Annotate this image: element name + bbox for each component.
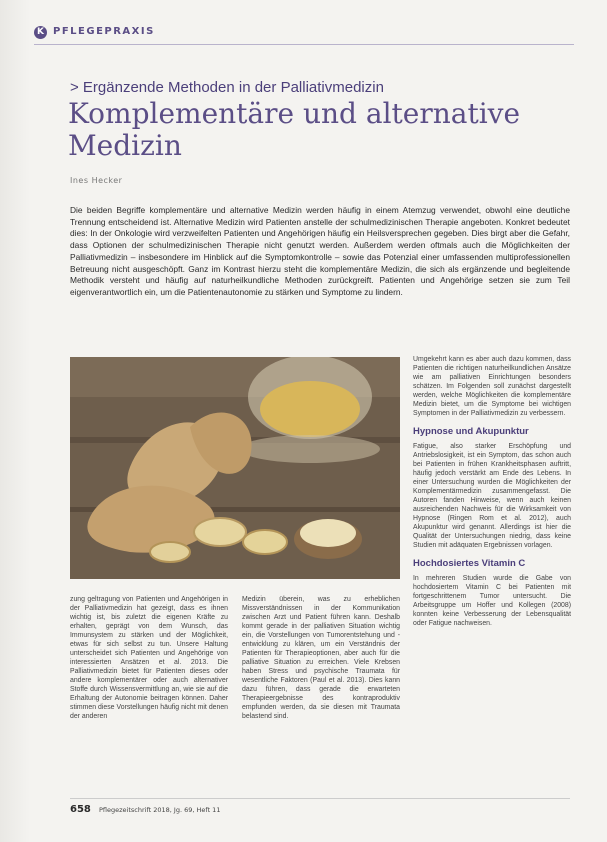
- article-kicker: > Ergänzende Methoden in der Palliativmedizin: [70, 79, 384, 96]
- ginger-slice: [243, 530, 287, 554]
- body-paragraph: Fatigue, also starker Erschöpfung und Antriebslosigkeit, ist ein Symptom, das schon auch bei Patienten in frühen Krankheitsphasen auftritt, häufig jedoch verstärkt am Ende des Lebens. In einer Untersuchung wurden die Möglichkeiten der Komplementärmedizin zusammengefasst. Die Autoren fanden Hinweise, wenn auch keinen ausreichenden Nachweis für die Wirksamkeit von Hypnose (Ringen Rom et al. 2012), auch Akupunktur wird genannt. Allerdings ist hier die Qualität der Untersuchungen niedrig, dass keine Studien mit adäquaten Ergebnissen vorlagen.: [413, 443, 571, 549]
- body-paragraph: Umgekehrt kann es aber auch dazu kommen, dass Patienten die richtigen naturheilkundlichen Ansätze wie am palliativen Einrichtungen besonders schätzen. Im Folgenden soll zunächst dargestellt werden, welche Möglichkeiten die komplementäre Medizin bietet, um die Symptome bei wichtigen Symptomen in der Palliativmedizin zu verbessern.: [413, 356, 571, 417]
- body-column-2: [242, 595, 400, 721]
- article-author: Ines Hecker: [70, 176, 123, 185]
- ginger-tea-photo: [70, 357, 400, 579]
- body-paragraph: In mehreren Studien wurde die Gabe von hochdosiertem Vitamin C bei Patienten mit fortgeschrittenem Tumor untersucht. Die Arbeitsgruppe um Hoffer und Kollegen (2008) konnten keine Verbesserung der Lebensqualität oder Fatigue nachweisen.: [413, 575, 571, 627]
- ginger-slice: [194, 518, 246, 546]
- footer-divider: [70, 798, 570, 799]
- photo-illustration: [70, 357, 400, 579]
- grated-ginger: [300, 519, 356, 547]
- body-paragraph: zung geltragung von Patienten und Angehörigen in der Palliativmedizin hat gezeigt, dass es ihnen wichtig ist, bis zuletzt die eigenen Kräfte zu erhalten, geprägt von dem Wunsch, das Immunsystem zu stärken und der Möglichkeit, etwas für sich selbst zu tun. Unsere Haltung unterscheidet sich Patienten und Angehörige von interessierten Ansätzen et al. 2013. Die Palliativmedizin bietet für Patienten dieses oder andere komplementärer oder auch alternativer Stoffe durch Wissensvermittlung an, wie sie auf die Erhaltung der Autonomie beitragen können. Daher stimmen diese Vorstellungen häufig nicht mit denen der anderen: [70, 596, 228, 720]
- saucer: [240, 435, 380, 463]
- subheading-hypnose: Hypnose und Akupunktur: [413, 426, 529, 437]
- body-column-3: [413, 355, 571, 628]
- journal-citation: Pflegezeitschrift 2018, Jg. 69, Heft 11: [99, 806, 221, 814]
- header-divider: [34, 44, 574, 45]
- ginger-slice: [150, 542, 190, 562]
- section-logo-icon: K: [34, 26, 47, 39]
- page-number: 658: [70, 804, 91, 815]
- body-paragraph: Medizin überein, was zu erheblichen Missverständnissen in der Kommunikation zwischen Arzt und Patient führen kann. Deshalb kommt gerade in der palliativen Situation wichtig ein, die Vorstellungen von Tumorentstehung und -entwicklung zu klären, um ein Verständnis der Patienten für Therapieoptionen, aber auch für die palliative Situation zu erreichen. Viele Krebsen haben Stress und psychische Traumata für wesentliche Faktoren (Paul et al. 2013). Dies kann dazu führen, dass gerade die erwarteten Therapieergebnisse des kontraproduktiv empfunden werden, da sie diesen mit Traumata belastend sind.: [242, 596, 400, 720]
- body-column-1: [70, 595, 228, 721]
- tea-surface: [260, 381, 360, 437]
- article-lead: [70, 205, 570, 299]
- page-header: [0, 0, 607, 42]
- subheading-vitamin-c: Hochdosiertes Vitamin C: [413, 558, 526, 569]
- article-title: Komplementäre und alternative Medizin: [68, 97, 521, 162]
- section-label: PFLEGEPRAXIS: [53, 26, 155, 37]
- lead-paragraph: Die beiden Begriffe komplementäre und alternative Medizin werden häufig in einem Atemzug verwendet, obwohl eine deutliche Trennung entscheidend ist. Alternative Medizin wird Patienten anstelle der schulmedizinischen Therapie angeboten. Konkret bedeutet dies: In der Onkologie wird verzweifelten Patienten und Angehörigen häufig ein Heilsversprechen gegeben. Dies birgt aber die Gefahr, dass Optionen der schulmedizinischen Therapie nicht genutzt werden. Außerdem werden oftmals auch die Möglichkeiten der Palliativmedizin – insbesondere im Hinblick auf die Symptomkontrolle – sowie das Potenzial einer umfassenden multiprofessionellen Betreuung nicht ausgeschöpft. Ganz im Kontrast hierzu steht die komplementäre Medizin, die sich als ergänzende und begleitende Methodik versteht und häufig auf naturheilkundliche Methoden zurückgreift. Patienten und Angehörige setzen sie zum Teil eigenverantwortlich ein, um die Patientenautonomie zu stärken und Symptome zu lindern.: [70, 205, 570, 297]
